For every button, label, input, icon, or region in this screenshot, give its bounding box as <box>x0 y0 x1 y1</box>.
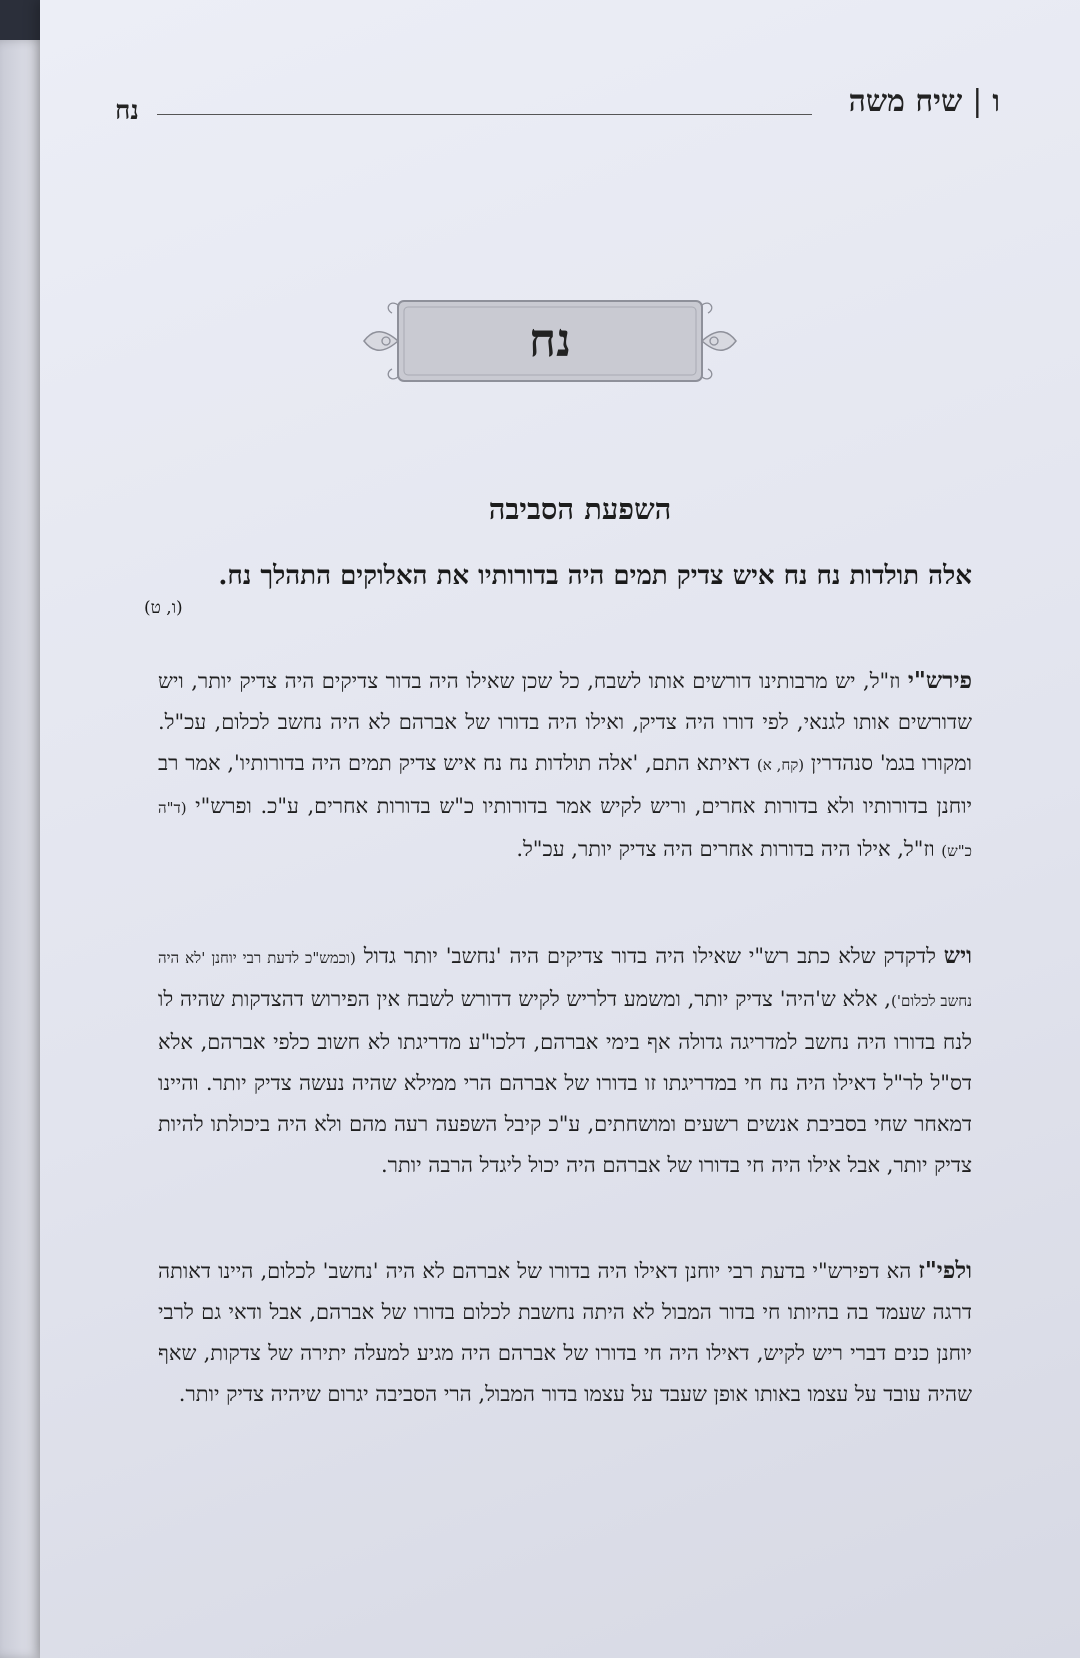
book-title: שיח משה <box>848 84 963 119</box>
paragraph-text: הא דפירש"י בדעת רבי יוחנן דאילו היה בדורו של אברהם לא היה 'נחשב' לכלום, היינו דאותה דרגה שעמד בה בהיותו חי בדור המבול לא היתה נחשבת לכלום בדורו של אברהם, אבל ודאי גם לרבי יוחנן כנים דברי ריש לקיש, דאילו היה חי בדורו של אברהם היה מגיע למעלה יתירה של צדקות, שאף שהיה עובד על עצמו באותו אופן שעבד על עצמו בדור המבול, הרי הסביבה יגרום שיהיה צדיק יותר. <box>158 1259 972 1406</box>
paragraph-1 <box>158 660 972 872</box>
paragraph-text: וז"ל, יש מרבותינו דורשים אותו לשבח, כל שכן שאילו היה בדור צדיקים היה צדיק יותר, ויש שדורשים אותו לגנאי, לפי דורו היה צדיק, ואילו היה בדורו של אברהם לא היה נחשב לכלום, עכ"ל. ומקורו בגמ' סנהדרין <box>158 669 972 775</box>
verse-block <box>144 556 972 620</box>
paragraph-3 <box>158 1250 972 1415</box>
paragraph-text: דאיתא התם, 'אלה תולדות נח נח איש צדיק תמים היה בדורותיו', אמר רב יוחנן בדורותיו ולא בדורות אחרים, וריש לקיש אמר בדורותיו כ"ש בדורות אחרים, ע"כ. ופרש"י <box>158 751 972 818</box>
paragraph-lead: ויש <box>943 942 972 969</box>
paragraph-text: , אלא ש'היה' צדיק יותר, ומשמע דלריש לקיש דדורש לשבח אין הפירוש דהצדקות שהיה לו לנח בדורו היה נחשב למדריגה גדולה אף בימי אברהם, דלכו"ע מדריגתו לא חשוב כלפי אברהם, אלא דס"ל לר"ל דאילו היה נח חי במדריגתו זו בדורו של אברהם הרי ממילא שהיה נעשה צדיק יותר. והיינו דמאחר שחי בסביבת אנשים רשעים ומושחתים, ע"כ קיבל השפעה רעה מהם ולא היה ביכולתו להיות צדיק יותר, אבל אילו היה חי בדורו של אברהם היה יכול ליגדל הרבה יותר. <box>158 987 972 1177</box>
page-number: ו <box>992 84 1000 119</box>
header-title <box>849 84 1000 119</box>
paragraph-text: וז"ל, אילו היה בדורות אחרים היה צדיק יותר, עכ"ל. <box>516 837 942 861</box>
chapter-cartouche <box>360 295 740 387</box>
paragraph-lead: פירש"י <box>907 667 972 694</box>
header-rule <box>157 114 812 115</box>
verse-text: אלה תולדות נח נח איש צדיק תמים היה בדורותיו את האלוקים התהלך נח. <box>218 561 972 591</box>
running-header <box>115 80 1000 130</box>
parenthetical-note: (וכמש"כ לדעת רבי יוחנן 'לא היה נחשב לכלום') <box>158 949 972 1010</box>
source-reference: (ד"ה כ"ש) <box>158 799 972 860</box>
book-page <box>40 0 1080 1658</box>
section-heading: השפעת הסביבה <box>488 492 672 526</box>
verse-reference: (ו, ט) <box>144 598 183 618</box>
paragraph-lead: ולפי"ז <box>918 1257 972 1284</box>
source-reference: (קח, א) <box>756 756 805 774</box>
chapter-name: נח <box>528 313 572 367</box>
paragraph-text: לדקדק שלא כתב רש"י שאילו היה בדור צדיקים היה 'נחשב' יותר גדול <box>355 944 944 968</box>
header-separator: | <box>972 84 983 119</box>
paragraph-2 <box>158 935 972 1186</box>
section-name: נח <box>115 96 139 126</box>
